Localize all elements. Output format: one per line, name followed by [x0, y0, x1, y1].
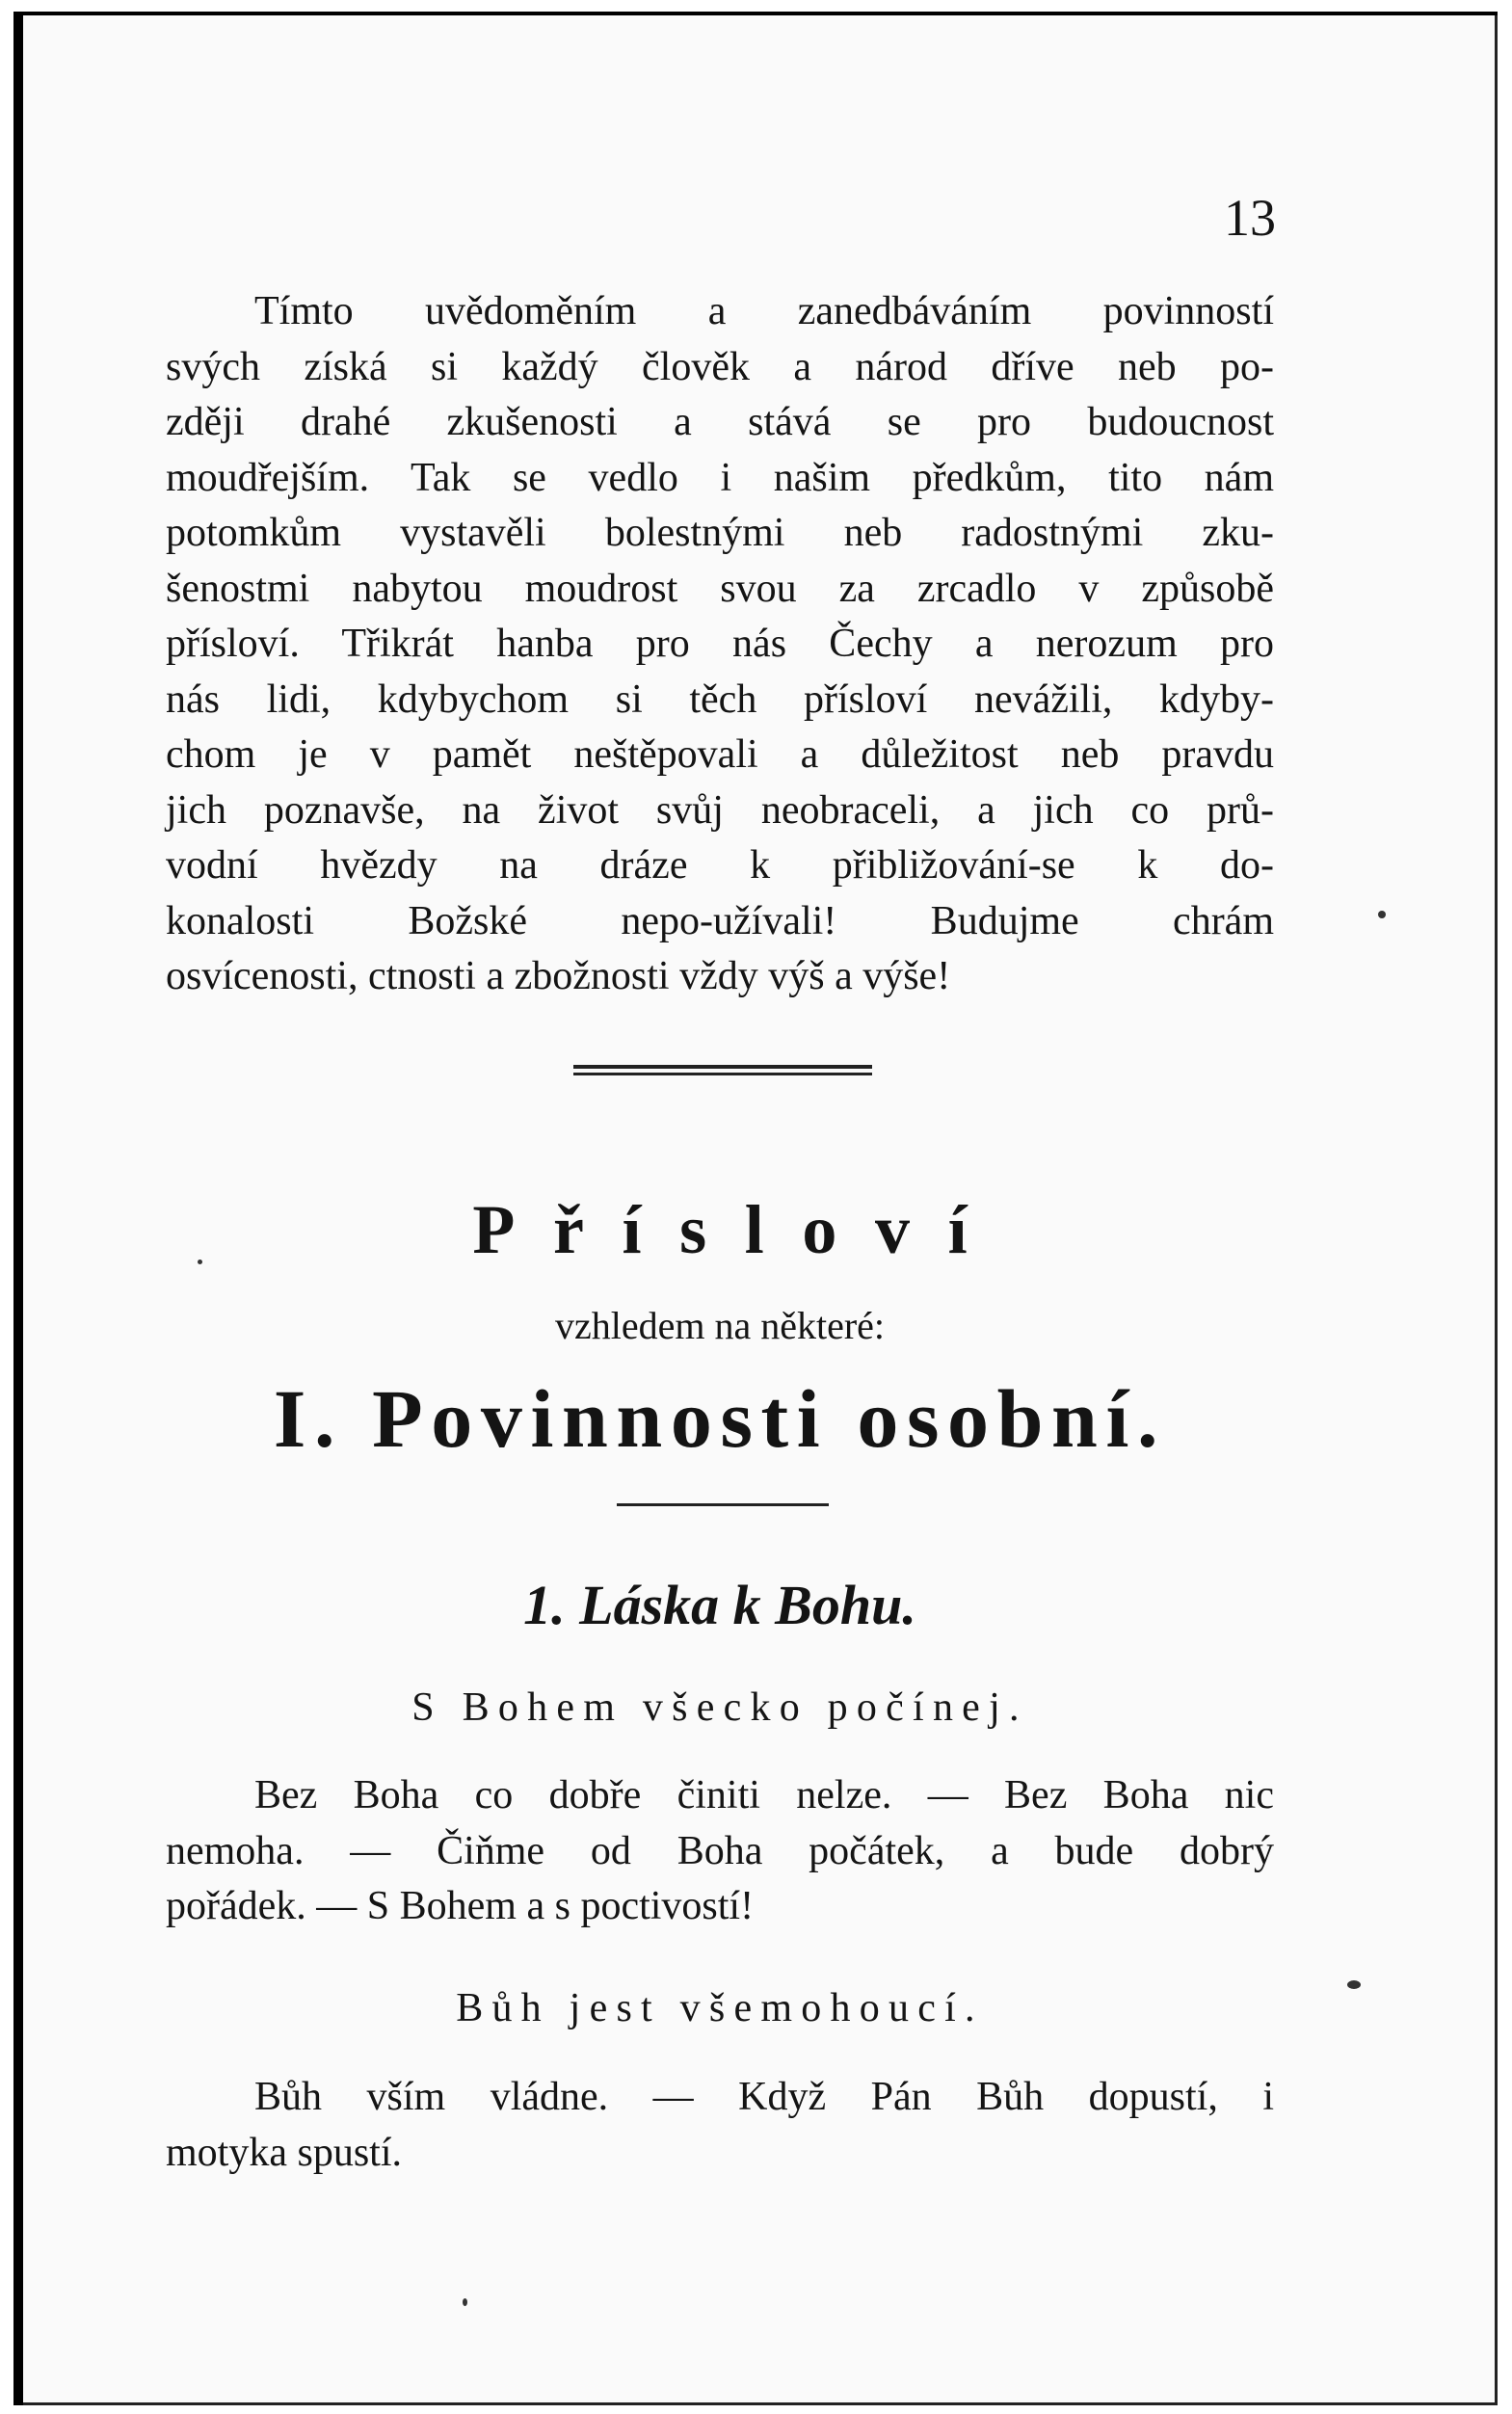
- paragraph-line: chom je v pamět neštěpovali a důležitost neb pravdu: [166, 732, 1274, 777]
- scan-speck: [463, 2298, 467, 2306]
- paragraph-line: Tímto uvědoměním a zanedbáváním povinností: [254, 289, 1274, 333]
- proverb-paragraph: [166, 2070, 1274, 2181]
- paragraph-line: moudřejším. Tak se vedlo i našim předkům, tito nám: [166, 455, 1274, 500]
- proverb-line: Bůh vším vládne. — Když Pán Bůh dopustí, i: [254, 2075, 1274, 2119]
- scan-edge-top: [13, 12, 1498, 15]
- short-rule: [617, 1503, 829, 1506]
- paragraph-line: šenostmi nabytou moudrost svou za zrcadlo v způsobě: [166, 566, 1274, 611]
- proverb-heading: S Bohem všecko počínej.: [411, 1685, 1028, 1730]
- proverb-line: pořádek. — S Bohem a s poctivostí!: [166, 1884, 755, 1928]
- section-title: 1. Láska k Bohu.: [523, 1574, 916, 1636]
- proverb-heading: Bůh jest všemohoucí.: [456, 1986, 984, 2030]
- paragraph-line: svých získá si každý člověk a národ dříve neb po-: [166, 344, 1274, 389]
- double-rule-top: [573, 1065, 872, 1069]
- proverb-line: Bez Boha co dobře činiti nelze. — Bez Boha nic: [254, 1773, 1274, 1817]
- paragraph-line: osvícenosti, ctnosti a zbožnosti vždy výš a výše!: [166, 954, 951, 998]
- intro-paragraph: [166, 284, 1274, 1005]
- double-rule-bottom: [573, 1073, 872, 1075]
- page-number: 13: [1224, 189, 1276, 247]
- scan-speck: [198, 1260, 202, 1264]
- paragraph-line: jich poznavše, na život svůj neobraceli, a jich co prů-: [166, 787, 1274, 833]
- paragraph-line: zději drahé zkušenosti a stává se pro budoucnost: [166, 400, 1274, 444]
- chapter-title: I. Povinnosti osobní.: [273, 1372, 1167, 1465]
- subtitle: vzhledem na některé:: [554, 1304, 886, 1347]
- scan-speck: [1347, 1980, 1361, 1989]
- proverb-paragraph: [166, 1768, 1274, 1935]
- paragraph-line: konalosti Božské nepo-užívali! Budujme chrám: [166, 898, 1274, 943]
- scan-edge-left: [13, 12, 23, 2405]
- scan-speck: [1378, 911, 1386, 918]
- paragraph-line: vodní hvězdy na dráze k přibližování-se k do-: [166, 843, 1274, 888]
- paragraph-line: potomkům vystavěli bolestnými neb radostnými zku-: [166, 511, 1274, 555]
- page-title: Přísloví: [472, 1191, 1006, 1268]
- proverb-line: nemoha. — Čiňme od Boha počátek, a bude dobrý: [166, 1828, 1274, 1873]
- proverb-line: motyka spustí.: [166, 2130, 403, 2175]
- paragraph-line: nás lidi, kdybychom si těch přísloví nevážili, kdyby-: [166, 676, 1274, 722]
- paragraph-line: přísloví. Třikrát hanba pro nás Čechy a nerozum pro: [166, 622, 1274, 666]
